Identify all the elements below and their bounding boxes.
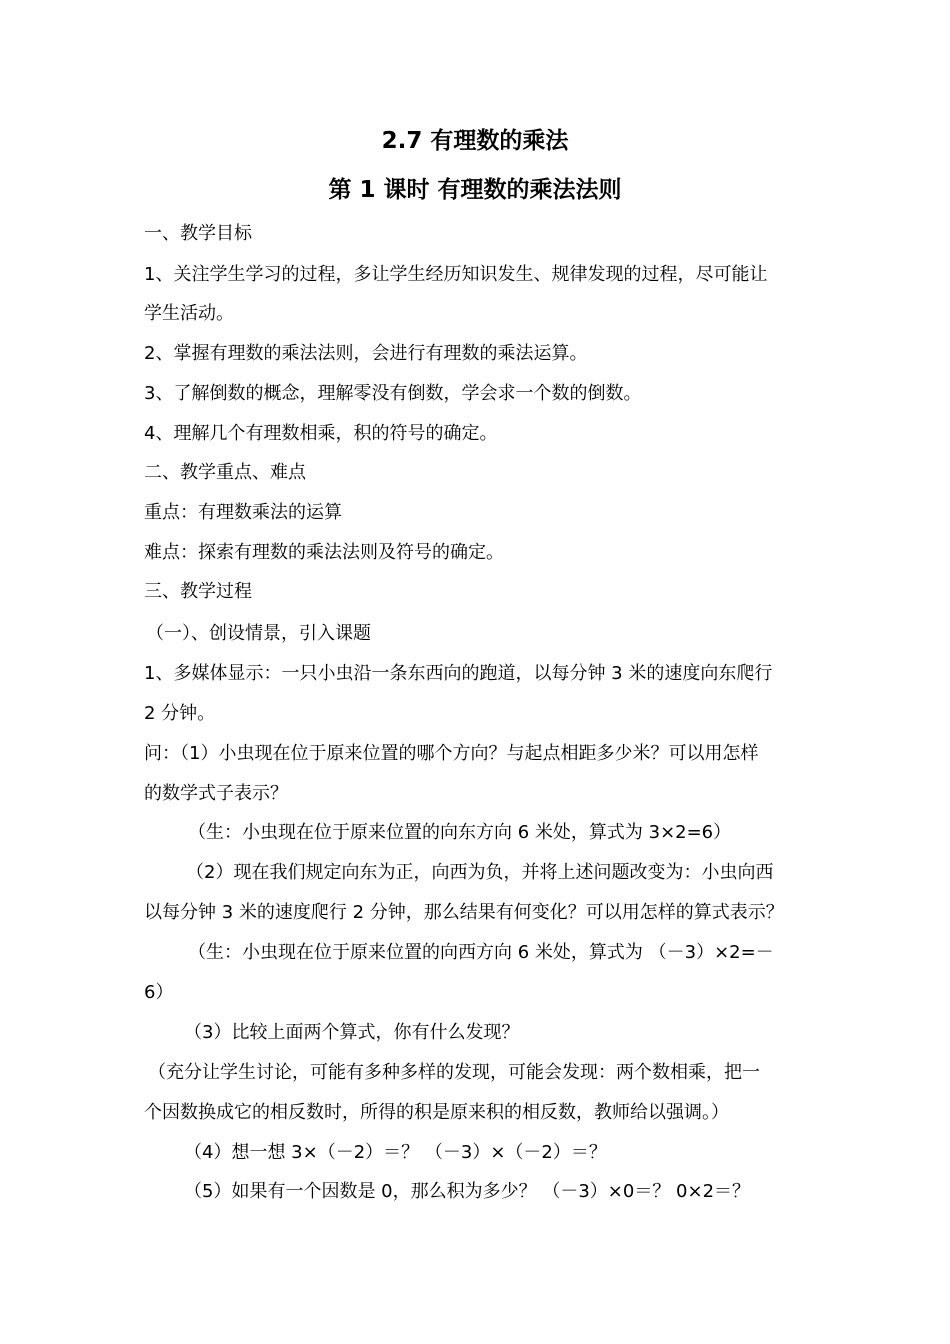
body-line: 6） (144, 982, 174, 1003)
body-line: 1、关注学生学习的过程，多让学生经历知识发生、规律发现的过程，尽可能让 (144, 264, 768, 285)
section-heading-process: 三、教学过程 (144, 581, 252, 602)
body-line: 以每分钟 3 米的速度爬行 2 分钟，那么结果有何变化？可以用怎样的算式表示？ (144, 902, 784, 923)
section-heading-key-points: 二、教学重点、难点 (144, 462, 306, 483)
body-line: 重点：有理数乘法的运算 (144, 502, 342, 523)
body-line: （4）想一想 3×（－2）＝？ （－3）×（－2）＝？ (184, 1142, 607, 1163)
body-line: 的数学式子表示？ (144, 783, 288, 804)
body-line: 3、了解倒数的概念，理解零没有倒数，学会求一个数的倒数。 (144, 383, 642, 404)
body-line: （3）比较上面两个算式，你有什么发现？ (184, 1022, 520, 1043)
body-line: （生：小虫现在位于原来位置的向东方向 6 米处，算式为 3×2=6） (188, 822, 732, 843)
body-line: 难点：探索有理数的乘法法则及符号的确定。 (144, 542, 504, 563)
body-line: （2）现在我们规定向东为正，向西为负，并将上述问题改变为：小虫向西 (186, 862, 774, 883)
body-line: 1、多媒体显示：一只小虫沿一条东西向的跑道，以每分钟 3 米的速度向东爬行 (144, 663, 773, 684)
body-line: 4、理解几个有理数相乘，积的符号的确定。 (144, 423, 498, 444)
body-line: 个因数换成它的相反数时，所得的积是原来积的相反数，教师给以强调。） (144, 1102, 729, 1123)
lesson-subtitle: 第 1 课时 有理数的乘法法则 (328, 177, 622, 203)
body-line: （充分让学生讨论，可能有多种多样的发现，可能会发现：两个数相乘，把一 (148, 1062, 760, 1083)
lesson-title: 2.7 有理数的乘法 (381, 128, 569, 154)
body-line: 问：（1）小虫现在位于原来位置的哪个方向？与起点相距多少米？可以用怎样 (144, 743, 759, 764)
subsection-heading: （一）、创设情景，引入课题 (146, 623, 371, 644)
body-line: （生：小虫现在位于原来位置的向西方向 6 米处，算式为 （－3）×2=－ (188, 942, 774, 963)
section-heading-objectives: 一、教学目标 (144, 223, 252, 244)
body-line: 2 分钟。 (144, 703, 216, 724)
body-line: 学生活动。 (144, 303, 234, 324)
body-line: 2、掌握有理数的乘法法则，会进行有理数的乘法运算。 (144, 343, 588, 364)
body-line: （5）如果有一个因数是 0，那么积为多少？ （－3）×0＝？ 0×2＝？ (184, 1181, 751, 1202)
